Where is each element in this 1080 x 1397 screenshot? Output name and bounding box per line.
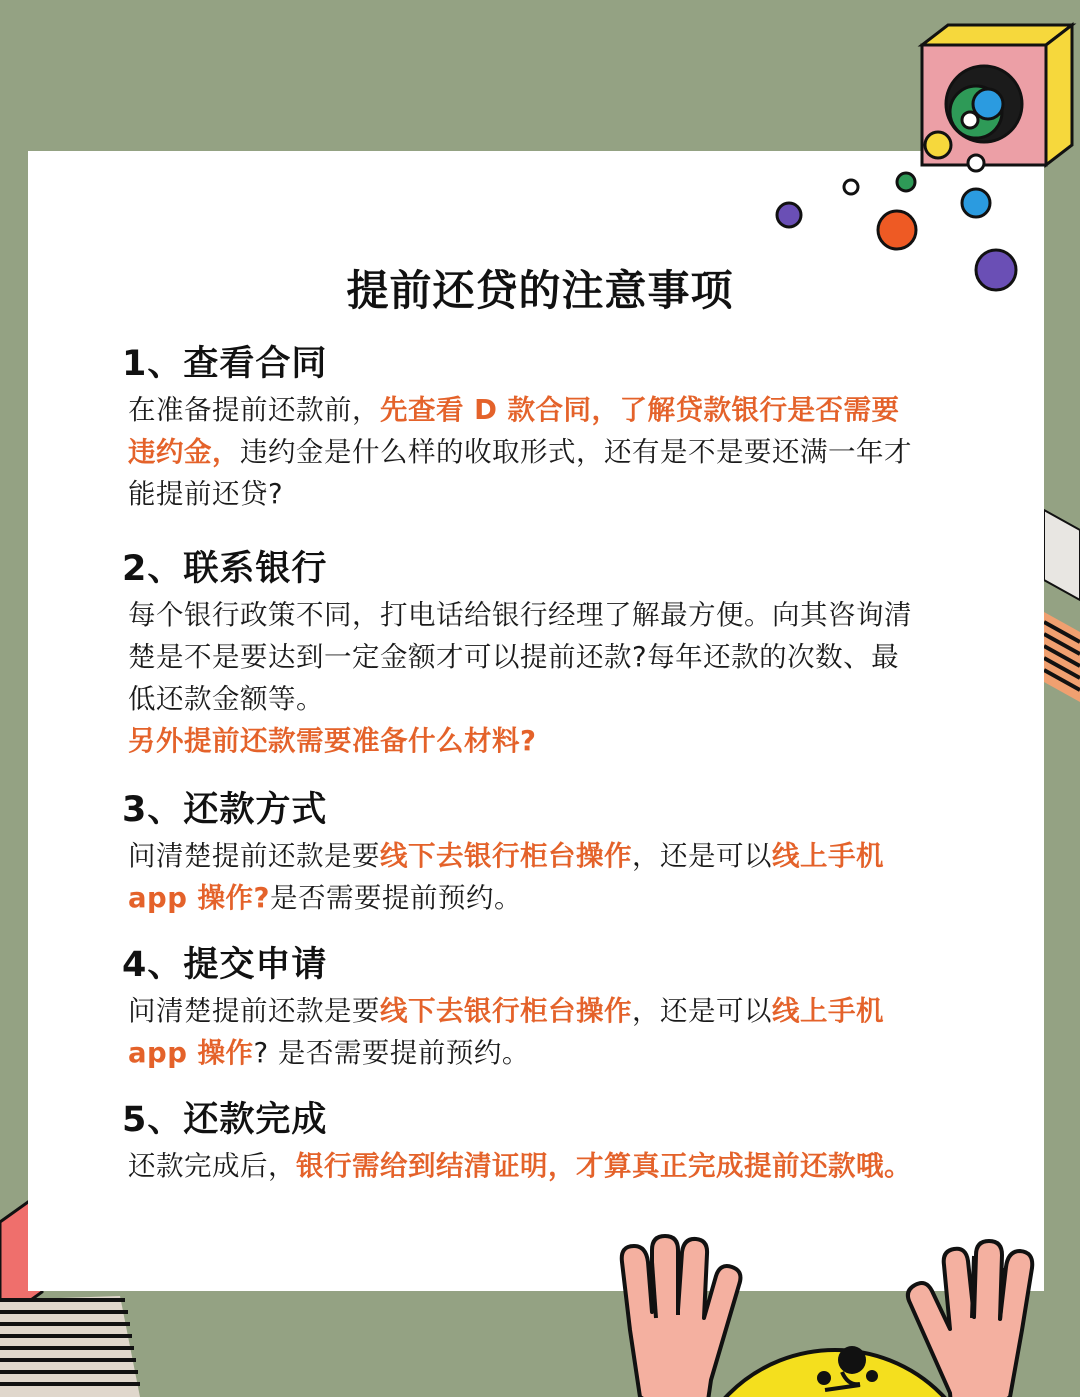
section-heading: 4、提交申请 (122, 945, 328, 985)
body-text: 还款完成后， (128, 1150, 296, 1182)
body-text: 问清楚提前还款是要 (128, 995, 380, 1027)
highlight-text: 线上手机 app 操作 (128, 995, 884, 1069)
right-hand-icon (908, 1241, 1032, 1397)
page-title: 提前还贷的注意事项 (346, 266, 734, 315)
highlight-text: 银行需给到结清证明，才算真正完成提前还款哦。 (296, 1150, 912, 1182)
body-text: ? 是否需要提前预约。 (253, 1037, 530, 1069)
section-heading: 3、还款方式 (122, 790, 328, 830)
highlight-text: 线上手机 app 操作? (128, 840, 884, 914)
body-text: ，还是可以 (632, 995, 772, 1027)
highlight-text: 线下去银行柜台操作 (380, 995, 632, 1027)
section-heading: 5、还款完成 (122, 1100, 328, 1140)
highlight-text: 线下去银行柜台操作 (380, 840, 632, 872)
body-text: 是否需要提前预约。 (269, 882, 522, 914)
body-text: 在准备提前还款前， (128, 394, 380, 426)
section-heading: 1、查看合同 (122, 344, 328, 384)
highlight-text: 先查看 D 款合同，了解贷款银行是否需要违约金， (128, 394, 900, 468)
highlight-text: 另外提前还款需要准备什么材料? (128, 725, 537, 757)
body-text: 违约金是什么样的收取形式，还有是不是要还满一年才能提前还贷? (128, 436, 912, 510)
left-hand-icon (622, 1236, 741, 1397)
section-heading: 2、联系银行 (122, 549, 328, 589)
body-text: 每个银行政策不同，打电话给银行经理了解最方便。向其咨询清楚是不是要达到一定金额才可以提前还款?每年还款的次数、最低还款金额等。 (128, 599, 912, 715)
body-text: ，还是可以 (632, 840, 772, 872)
body-text: 问清楚提前还款是要 (128, 840, 380, 872)
